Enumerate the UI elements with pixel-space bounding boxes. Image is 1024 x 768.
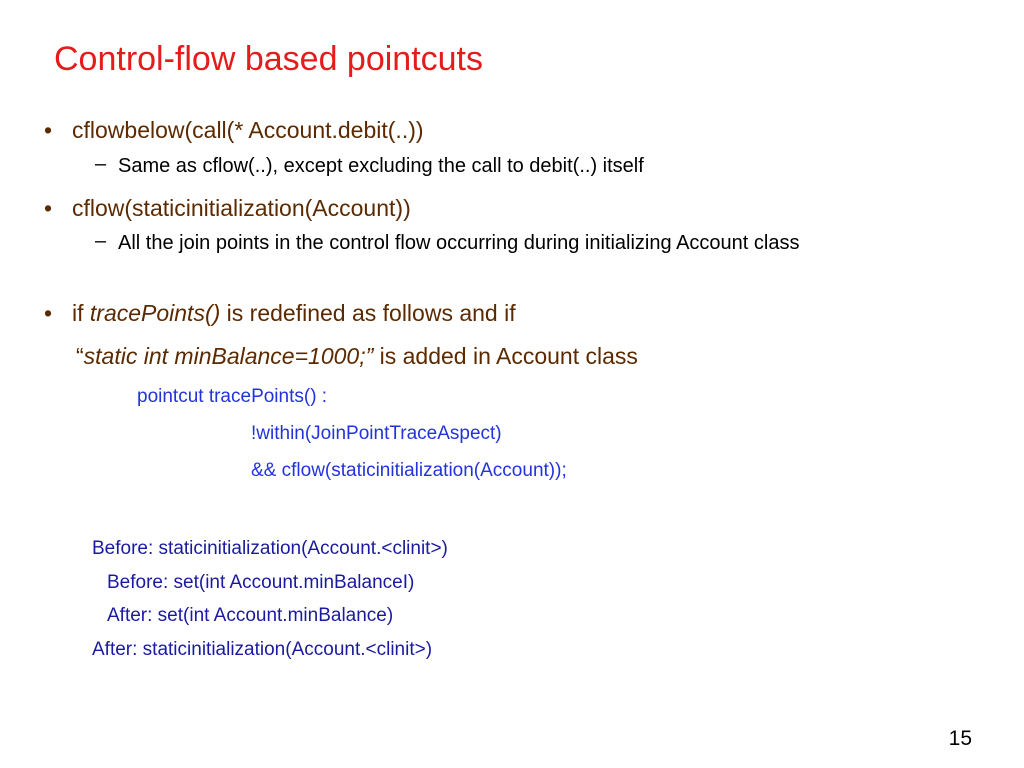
trace-line-3: After: set(int Account.minBalance) (107, 605, 394, 626)
bullet-1 (44, 117, 424, 144)
sub-bullet-2-text: All the join points in the control flow occurring during initializing Account class (118, 232, 800, 254)
trace-line-1: Before: staticinitialization(Account.<clinit>) (92, 538, 448, 559)
quote-italic: static int minBalance=1000;” (83, 343, 374, 369)
open-quote: “ (76, 343, 84, 369)
quote-suffix: is added in Account class (373, 343, 638, 369)
code-line-3: && cflow(staticinitialization(Account)); (251, 460, 567, 481)
code-line-1: pointcut tracePoints() : (137, 386, 328, 407)
sub-bullet-2 (95, 230, 945, 257)
bullet-2-text: cflow(staticinitialization(Account)) (72, 195, 411, 221)
sub-bullet-marker: – (95, 230, 107, 252)
bullet-3 (44, 300, 516, 327)
bullet-marker: • (44, 300, 53, 326)
sub-bullet-1 (95, 153, 945, 180)
bullet-1-text: cflowbelow(call(* Account.debit(..)) (72, 117, 424, 143)
code-line-2: !within(JoinPointTraceAspect) (251, 423, 502, 444)
page-number: 15 (948, 727, 972, 750)
quote-line (76, 343, 638, 370)
sub-bullet-marker: – (95, 153, 107, 175)
bullet-2 (44, 195, 411, 222)
slide-title: Control-flow based pointcuts (54, 40, 484, 78)
bullet-3-italic: tracePoints() (89, 300, 221, 326)
bullet-marker: • (44, 195, 53, 221)
sub-bullet-1-text: Same as cflow(..), except excluding the call to debit(..) itself (118, 155, 644, 177)
bullet-3-suffix: is redefined as follows and if (220, 300, 516, 326)
trace-line-4: After: staticinitialization(Account.<clinit>) (92, 639, 433, 660)
trace-line-2: Before: set(int Account.minBalanceI) (107, 572, 415, 593)
bullet-marker: • (44, 117, 53, 143)
bullet-3-prefix: if (72, 300, 90, 326)
